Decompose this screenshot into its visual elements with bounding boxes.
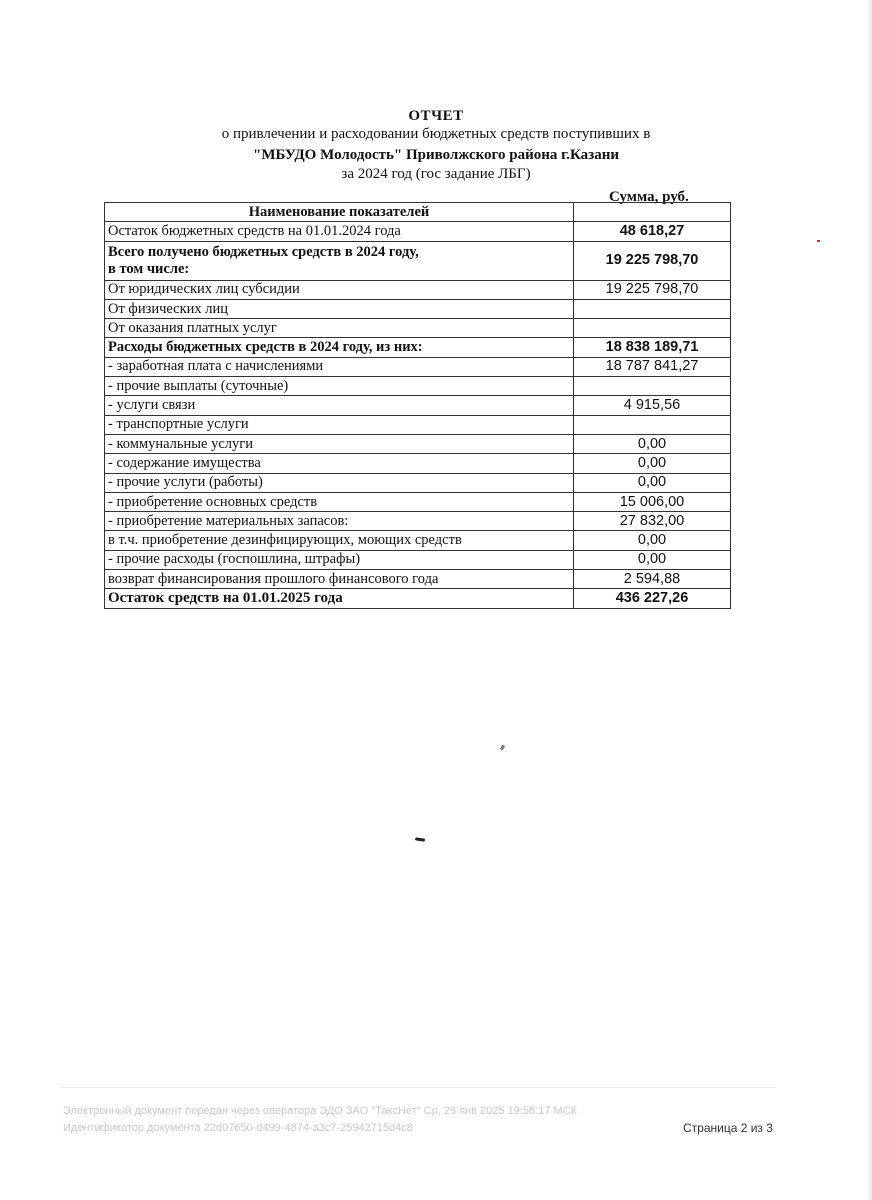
row-name: - услуги связи — [105, 396, 574, 415]
table-row — [105, 299, 731, 318]
report-subtitle-line1: о привлечении и расходовании бюджетных средств поступивших в — [221, 126, 651, 142]
row-name: - приобретение основных средств — [105, 492, 574, 511]
table-row — [105, 338, 731, 357]
row-name-line1: Всего получено бюджетных средств в 2024 году, — [108, 243, 419, 260]
report-organization: "МБУДО Молодость" Приволжского района г.Казани — [253, 147, 619, 163]
table-row — [105, 319, 731, 338]
table-row — [105, 396, 731, 415]
row-name: От юридических лиц субсидии — [105, 280, 574, 299]
report-period: за 2024 год (гос задание ЛБГ) — [341, 166, 531, 182]
row-value — [574, 415, 731, 434]
table-header-row — [105, 203, 731, 222]
row-value: 4 915,56 — [574, 396, 731, 415]
row-value: 18 787 841,27 — [574, 357, 731, 376]
row-name: - коммунальные услуги — [105, 434, 574, 453]
report-table — [104, 202, 731, 609]
scan-speck — [415, 837, 425, 841]
row-name: - прочие услуги (работы) — [105, 473, 574, 492]
edo-transfer-note: Электронный документ передан через оператора ЭДО ЗАО "ТаксНет" Ср, 29 янв 2025 19:58:17 МСК — [63, 1105, 578, 1117]
row-name: От оказания платных услуг — [105, 319, 574, 338]
row-value: 436 227,26 — [574, 589, 731, 608]
row-value — [574, 319, 731, 338]
table-row — [105, 357, 731, 376]
row-name: - приобретение материальных запасов: — [105, 512, 574, 531]
table-row — [105, 589, 731, 608]
row-name: Остаток бюджетных средств на 01.01.2024 года — [105, 222, 574, 241]
table-row — [105, 512, 731, 531]
table-row — [105, 415, 731, 434]
row-value — [574, 299, 731, 318]
scan-speck — [500, 745, 505, 751]
document-identifier: Идентификатор документа 22d07650-d499-4874-a3c7-25942715d4c8 — [63, 1122, 413, 1134]
table-row — [105, 473, 731, 492]
table-row — [105, 492, 731, 511]
row-value: 0,00 — [574, 550, 731, 569]
row-value — [574, 377, 731, 396]
row-value: 15 006,00 — [574, 492, 731, 511]
row-name: - заработная плата с начислениями — [105, 357, 574, 376]
row-value: 19 225 798,70 — [574, 241, 731, 280]
row-value: 18 838 189,71 — [574, 338, 731, 357]
row-name: - транспортные услуги — [105, 415, 574, 434]
row-name: возврат финансирования прошлого финансового года — [105, 570, 574, 589]
table-row — [105, 454, 731, 473]
table-row — [105, 241, 731, 280]
row-value: 2 594,88 — [574, 570, 731, 589]
table-row — [105, 570, 731, 589]
table-row — [105, 280, 731, 299]
table-row — [105, 377, 731, 396]
row-value: 19 225 798,70 — [574, 280, 731, 299]
row-value: 27 832,00 — [574, 512, 731, 531]
page-number: Страница 2 из 3 — [683, 1121, 773, 1135]
row-name: - прочие расходы (госпошлина, штрафы) — [105, 550, 574, 569]
row-name: От физических лиц — [105, 299, 574, 318]
row-name — [105, 241, 574, 280]
table-row — [105, 550, 731, 569]
footer-divider — [60, 1087, 776, 1088]
row-value: 0,00 — [574, 434, 731, 453]
row-name: в т.ч. приобретение дезинфицирующих, моющих средств — [105, 531, 574, 550]
column-header-name: Наименование показателей — [105, 203, 574, 222]
row-name: Остаток средств на 01.01.2025 года — [105, 589, 574, 608]
table-row — [105, 531, 731, 550]
row-name: - прочие выплаты (суточные) — [105, 377, 574, 396]
row-name: Расходы бюджетных средств в 2024 году, из них: — [105, 338, 574, 357]
row-name: - содержание имущества — [105, 454, 574, 473]
report-title: ОТЧЕТ — [408, 108, 464, 124]
scan-speck — [817, 240, 820, 242]
table-row — [105, 434, 731, 453]
row-value: 0,00 — [574, 454, 731, 473]
table-row — [105, 222, 731, 241]
row-value: 0,00 — [574, 531, 731, 550]
row-name-line2: в том числе: — [108, 260, 190, 277]
sum-column-caption: Сумма, руб. — [609, 189, 689, 205]
row-value: 48 618,27 — [574, 222, 731, 241]
column-header-value — [574, 203, 731, 222]
row-value: 0,00 — [574, 473, 731, 492]
